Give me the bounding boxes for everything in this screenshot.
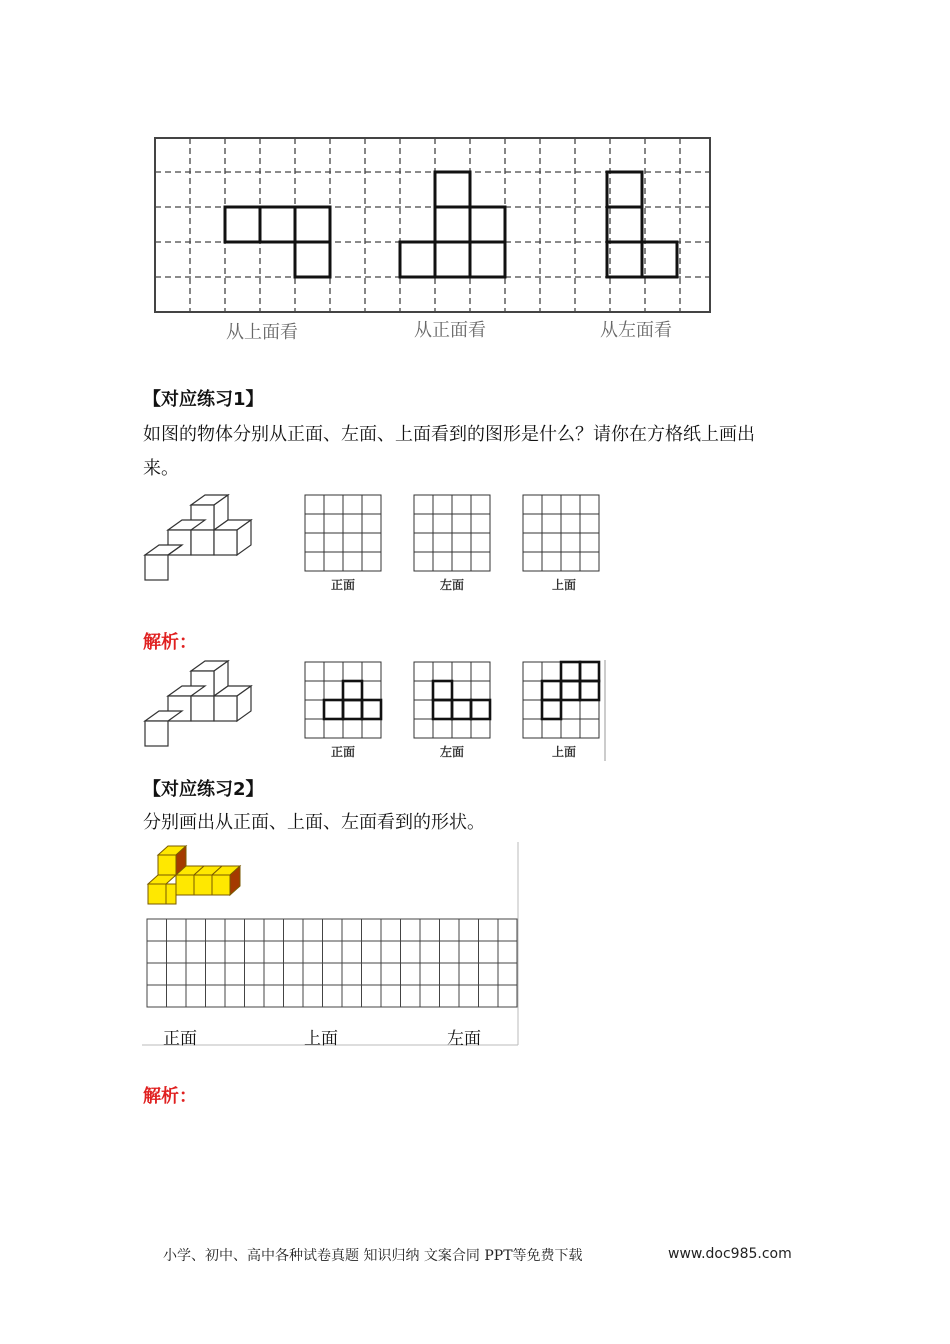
exercise2-label-front: 正面: [163, 1029, 197, 1049]
front-view-shape: [400, 172, 505, 277]
answer-left-shape: [433, 681, 490, 719]
answer-label-front: 正面: [330, 745, 356, 759]
answer-top-shape: [542, 662, 599, 719]
footer-url-link[interactable]: www.doc985.com: [668, 1246, 792, 1262]
exercise2-analysis-label: 解析：: [143, 1086, 197, 1107]
label-top-view: 从上面看: [226, 322, 298, 343]
empty-grid-front: [305, 495, 381, 571]
exercise2-label-left: 左面: [447, 1029, 481, 1049]
exercise1-question-line1: 如图的物体分别从正面、左面、上面看到的图形是什么？请你在方格纸上画出: [143, 424, 755, 445]
exercise2-heading: 【对应练习2】: [143, 779, 264, 800]
footer-text: 小学、初中、高中各种试卷真题 知识归纳 文案合同 PPT等免费下载: [163, 1248, 583, 1264]
three-views-figure: [150, 132, 720, 347]
top-view-shape: [225, 207, 330, 277]
label-front-view: 从正面看: [414, 320, 486, 341]
grid-label-top: 上面: [551, 578, 577, 592]
exercise2-label-top: 上面: [304, 1029, 338, 1049]
grid-label-left: 左面: [439, 578, 465, 592]
exercise1-cube-object: [140, 490, 260, 585]
answer-label-top: 上面: [551, 745, 577, 759]
exercise1-empty-grids: [300, 490, 605, 595]
answer-label-left: 左面: [439, 745, 465, 759]
dashed-grid: [155, 138, 710, 312]
exercise1-analysis-label: 解析：: [143, 632, 197, 653]
answer-front-shape: [324, 681, 381, 719]
exercise2-question: 分别画出从正面、上面、左面看到的形状。: [143, 812, 485, 833]
empty-grid-top: [523, 495, 599, 571]
label-left-view: 从左面看: [600, 320, 672, 341]
grid-label-front: 正面: [330, 578, 356, 592]
exercise1-question-line2: 来。: [143, 458, 179, 479]
exercise1-answer-grids: [300, 657, 610, 762]
exercise1-heading: 【对应练习1】: [143, 389, 264, 410]
grid-border: [155, 138, 710, 312]
exercise1-answer-cube-object: [140, 656, 260, 751]
left-view-shape: [607, 172, 677, 277]
exercise2-answer-grid: [147, 919, 517, 1007]
exercise2-figure: [140, 840, 522, 1050]
yellow-cube-object: [148, 846, 240, 904]
empty-grid-left: [414, 495, 490, 571]
